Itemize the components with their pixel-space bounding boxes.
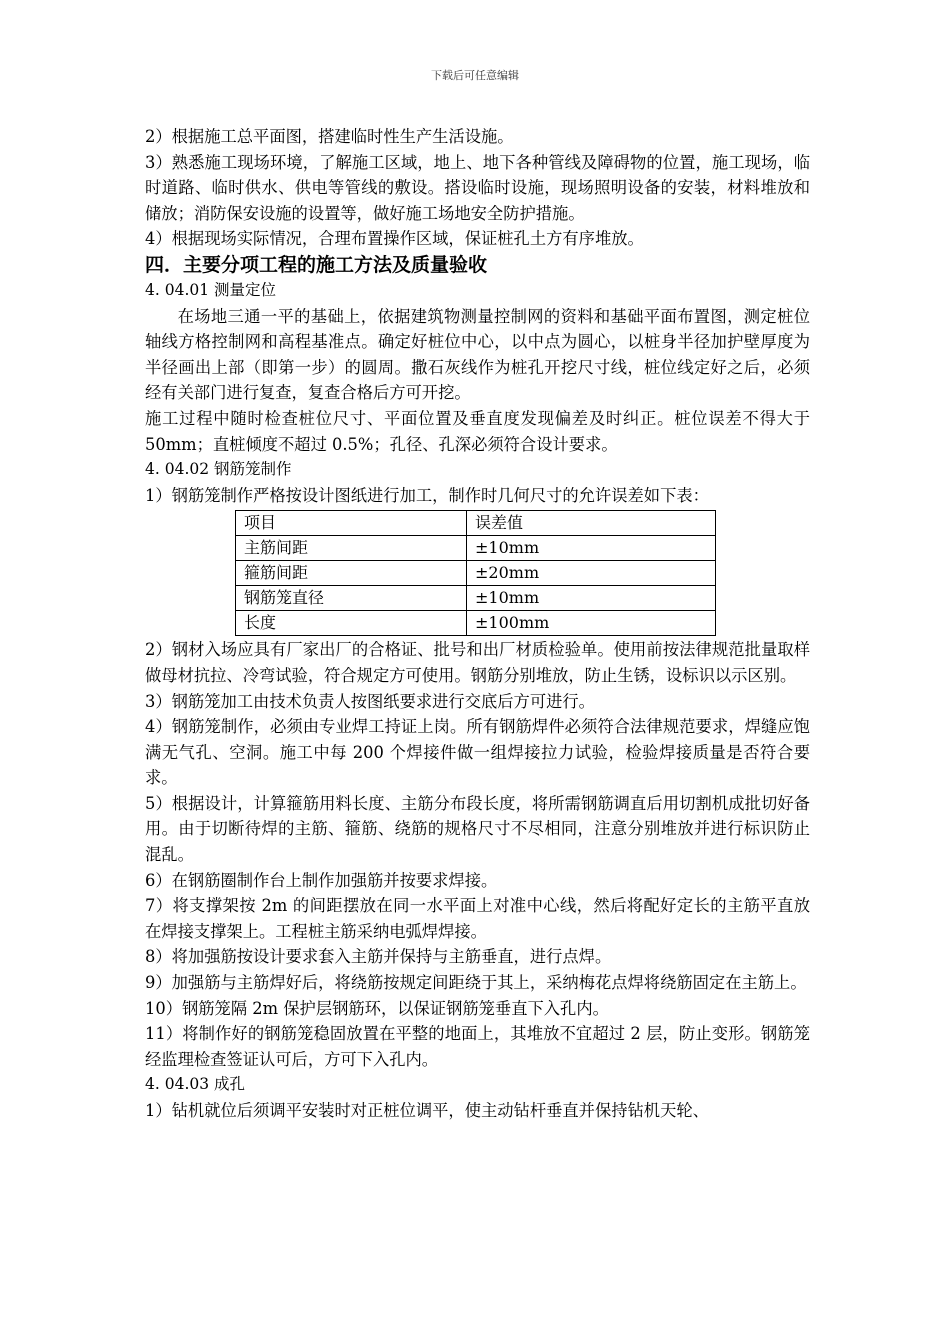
subsection-title: 4. 04.03 成孔 bbox=[145, 1075, 246, 1094]
table-row bbox=[236, 536, 716, 561]
paragraph: 1）钻机就位后须调平安装时对正桩位调平，使主动钻杆垂直并保持钻机天轮、 bbox=[145, 1101, 709, 1120]
paragraph: 2）根据施工总平面图，搭建临时性生产生活设施。 bbox=[145, 127, 514, 146]
document-body bbox=[145, 124, 810, 1124]
table-row bbox=[236, 561, 716, 586]
table-row bbox=[236, 611, 716, 636]
paragraph: 5）根据设计，计算箍筋用料长度、主筋分布段长度，将所需钢筋调直后用切割机成批切好备用。由于切断待焊的主筋、箍筋、绕筋的规格尺寸不尽相同，注意分别堆放并进行标识防止混乱。 bbox=[145, 793, 810, 865]
paragraph: 3）熟悉施工现场环境，了解施工区域，地上、地下各种管线及障碍物的位置，施工现场，临时道路、临时供水、供电等管线的敷设。搭设临时设施，现场照明设备的安装，材料堆放和储放；消防保安设施的设置等，做好施工场地安全防护措施。 bbox=[145, 152, 810, 223]
table-cell: 钢筋笼直径 bbox=[236, 586, 467, 611]
paragraph: 施工过程中随时检查桩位尺寸、平面位置及垂直度发现偏差及时纠正。桩位误差不得大于 50mm；直桩倾度不超过 0.5%；孔径、孔深必须符合设计要求。 bbox=[145, 408, 810, 454]
table-cell: 长度 bbox=[236, 611, 467, 636]
table-cell: ±10mm bbox=[467, 536, 716, 561]
paragraph: 2）钢材入场应具有厂家出厂的合格证、批号和出厂材质检验单。使用前按法律规范批量取样做母材抗拉、冷弯试验，符合规定方可使用。钢筋分别堆放，防止生锈，设标识以示区别。 bbox=[145, 640, 810, 685]
paragraph: 8）将加强筋按设计要求套入主筋并保持与主筋垂直，进行点焊。 bbox=[145, 947, 612, 967]
table-cell: 主筋间距 bbox=[236, 536, 467, 561]
paragraph: 4）钢筋笼制作，必须由专业焊工持证上岗。所有钢筋焊件必须符合法律规范要求，焊缝应饱满无气孔、空洞。施工中每 200 个焊接件做一组焊接拉力试验，检验焊接质量是否符合要求。 bbox=[145, 717, 810, 788]
subsection-title: 4. 04.01 测量定位 bbox=[145, 280, 277, 299]
paragraph: 11）将制作好的钢筋笼稳固放置在平整的地面上，其堆放不宜超过 2 层，防止变形。钢筋笼经监理检查签证认可后，方可下入孔内。 bbox=[145, 1024, 810, 1069]
paragraph: 7）将支撑架按 2m 的间距摆放在同一水平面上对准中心线，然后将配好定长的主筋平直放在焊接支撑架上。工程桩主筋采纳电弧焊焊接。 bbox=[145, 896, 810, 941]
tolerance-table bbox=[235, 510, 716, 636]
page-header: 下载后可任意编辑 bbox=[431, 69, 519, 82]
table-header-row bbox=[236, 511, 716, 536]
section-heading: 四．主要分项工程的施工方法及质量验收 bbox=[145, 253, 488, 276]
table-cell: ±20mm bbox=[467, 561, 716, 586]
table-cell: ±100mm bbox=[467, 611, 716, 636]
paragraph: 3）钢筋笼加工由技术负责人按图纸要求进行交底后方可进行。 bbox=[145, 691, 595, 711]
table-cell: 箍筋间距 bbox=[236, 561, 467, 586]
table-header-cell: 误差值 bbox=[467, 511, 716, 536]
paragraph: 10）钢筋笼隔 2m 保护层钢筋环，以保证钢筋笼垂直下入孔内。 bbox=[145, 998, 609, 1018]
table-row bbox=[236, 586, 716, 611]
subsection-title: 4. 04.02 钢筋笼制作 bbox=[145, 460, 292, 479]
paragraph: 4）根据现场实际情况，合理布置操作区域，保证桩孔土方有序堆放。 bbox=[145, 229, 644, 249]
table-cell: ±10mm bbox=[467, 586, 716, 611]
paragraph: 6）在钢筋圈制作台上制作加强筋并按要求焊接。 bbox=[145, 870, 498, 890]
paragraph: 在场地三通一平的基础上，依据建筑物测量控制网的资料和基础平面布置图，测定桩位轴线方格控制网和高程基准点。确定好桩位中心，以中点为圆心，以桩身半径加护壁厚度为半径画出上部（即第一步）的圆周。撒石灰线作为桩孔开挖尺寸线，桩位线定好之后，必须经有关部门进行复查，复查合格后方可开挖。 bbox=[145, 306, 810, 403]
paragraph: 9）加强筋与主筋焊好后，将绕筋按规定间距绕于其上，采纳梅花点焊将绕筋固定在主筋上。 bbox=[145, 973, 807, 993]
table-header-cell: 项目 bbox=[236, 511, 467, 536]
paragraph: 1）钢筋笼制作严格按设计图纸进行加工，制作时几何尺寸的允许误差如下表： bbox=[145, 485, 709, 505]
